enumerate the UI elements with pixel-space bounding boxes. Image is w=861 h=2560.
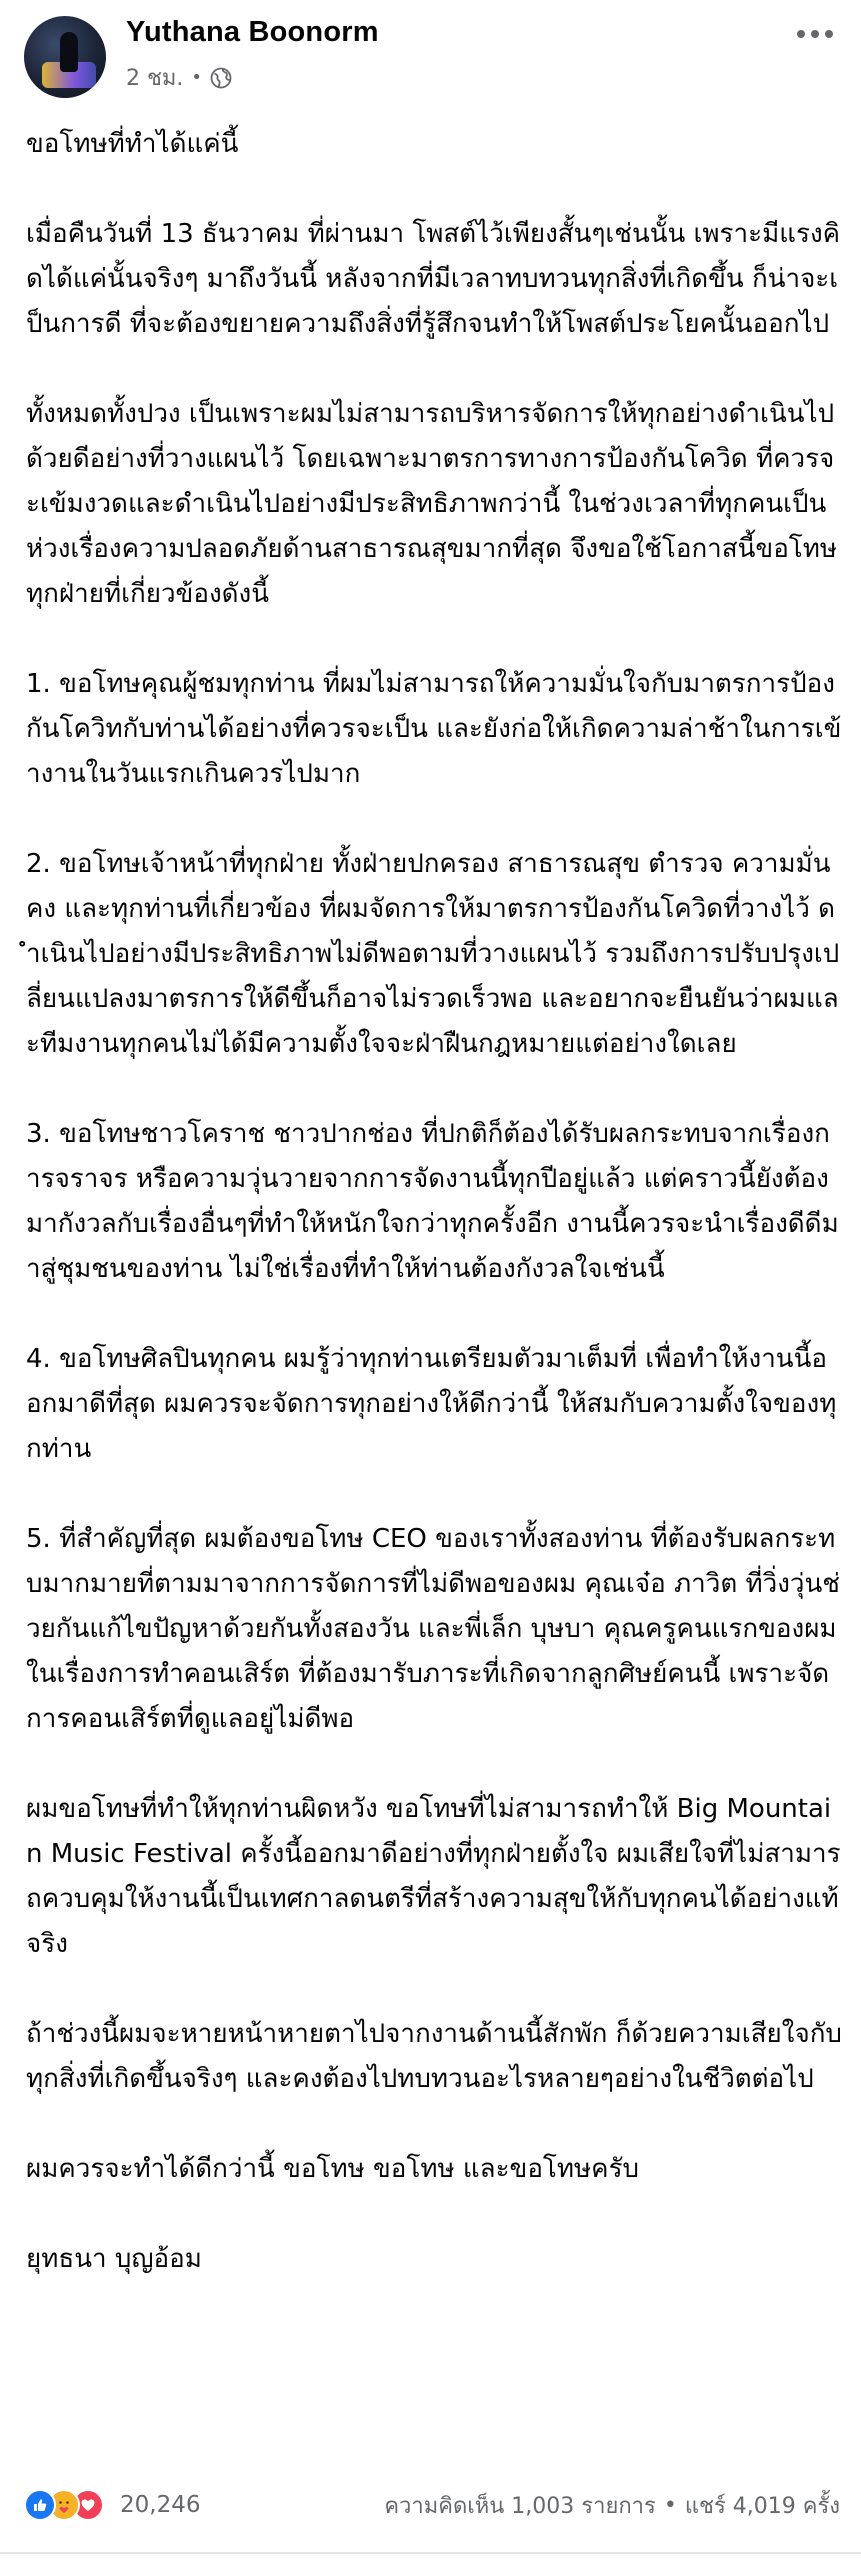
- like-icon: [24, 2489, 56, 2521]
- divider: [0, 2552, 861, 2554]
- meta-separator: •: [191, 67, 203, 88]
- post-time[interactable]: 2 ชม.: [126, 66, 184, 91]
- more-options-icon[interactable]: [789, 24, 833, 44]
- post-paragraph: ผมควรจะทำได้ดีกว่านี้ ขอโทษ ขอโทษ และขอโทษครับ: [26, 2154, 640, 2184]
- more-dot: [797, 30, 805, 38]
- post-paragraph: ถ้าช่วงนี้ผมจะหายหน้าหายตาไปจากงานด้านนี้สักพัก ก็ด้วยความเสียใจกับทุกสิ่งที่เกิดขึ้นจริงๆ และคงต้องไปทบทวนอะไรหลายๆอย่างในชีวิตต่อไป: [26, 2019, 842, 2094]
- post-paragraph: ผมขอโทษที่ทำให้ทุกท่านผิดหวัง ขอโทษที่ไม่สามารถทำให้ Big Mountain Music Festival ครั้งนี้ออกมาดีอย่างที่ทุกฝ่ายตั้งใจ ผมเสียใจที่ไม่สามารถควบคุมให้งานนี้เป็นเทศกาลดนตรีที่สร้างความสุขให้กับทุกคนได้อย่างแท้จริง: [26, 1794, 841, 1959]
- post-header: [24, 16, 837, 100]
- post-paragraph: 4. ขอโทษศิลปินทุกคน ผมรู้ว่าทุกท่านเตรียมตัวมาเต็มที่ เพื่อทำให้งานนี้ออกมาดีที่สุด ผมควรจะจัดการทุกอย่างให้ดีกว่านี้ ให้สมกับความตั้งใจของทุกท่าน: [26, 1344, 837, 1464]
- share-count[interactable]: แชร์ 4,019 ครั้ง: [684, 2493, 840, 2519]
- reaction-count: 20,246: [120, 2492, 201, 2518]
- post-footer: [24, 2478, 840, 2532]
- reactions-summary[interactable]: [24, 2489, 200, 2521]
- post-paragraph: ขอโทษที่ทำได้แค่นี้: [26, 129, 239, 159]
- post-meta: [126, 60, 232, 95]
- post-paragraph: 2. ขอโทษเจ้าหน้าที่ทุกฝ่าย ทั้งฝ่ายปกครอง สาธารณสุข ตำรวจ ความมั่นคง และทุกท่านที่เกี่ยวข้อง ที่ผมจัดการให้มาตรการป้องกันโควิดที่วางไว้ ดำเนินไปอย่างมีประสิทธิภาพไม่ดีพอตามที่วางแผนไว้ รวมถึงการปรับปรุงเปลี่ยนแปลงมาตรการให้ดีขึ้นก็อาจไม่รวดเร็วพอ และอยากจะยืนยันว่าผมและทีมงานทุกคนไม่ได้มีความตั้งใจจะฝ่าฝืนกฎหมายแต่อย่างใดเลย: [26, 849, 840, 1059]
- comment-count[interactable]: ความคิดเห็น 1,003 รายการ: [384, 2493, 656, 2519]
- avatar-figure: [60, 32, 78, 72]
- author-name[interactable]: Yuthana Boonorm: [126, 16, 379, 48]
- post-paragraph: 5. ที่สำคัญที่สุด ผมต้องขอโทษ CEO ของเราทั้งสองท่าน ที่ต้องรับผลกระทบมากมายที่ตามมาจากการจัดการที่ไม่ดีพอของผม คุณเจ๋อ ภาวิต ที่วิ่งวุ่นช่วยกันแก้ไขปัญหาด้วยกันทั้งสองวัน และพี่เล็ก บุษบา คุณครูคนแรกของผมในเรื่องการทำคอนเสิร์ต ที่ต้องมารับภาระที่เกิดจากลูกศิษย์คนนี้ เพราะจัดการคอนเสิร์ตที่ดูแลอยู่ไม่ดีพอ: [26, 1524, 840, 1734]
- post-stats: [384, 2488, 840, 2523]
- post-body: [26, 122, 842, 2327]
- post-signature: ยุทธนา บุญอ้อม: [26, 2244, 202, 2274]
- more-dot: [825, 30, 833, 38]
- more-dot: [811, 30, 819, 38]
- stats-separator: •: [663, 2492, 677, 2518]
- globe-icon[interactable]: [210, 67, 232, 89]
- reaction-icons: [24, 2489, 96, 2521]
- post-paragraph: 3. ขอโทษชาวโคราช ชาวปากช่อง ที่ปกติก็ต้องได้รับผลกระทบจากเรื่องการจราจร หรือความวุ่นวายจากการจัดงานนี้ทุกปีอยู่แล้ว แต่คราวนี้ยังต้องมากังวลกับเรื่องอื่นๆที่ทำให้หนักใจกว่าทุกครั้งอีก งานนี้ควรจะนำเรื่องดีดีมาสู่ชุมชนของท่าน ไม่ใช่เรื่องที่ทำให้ท่านต้องกังวลใจเช่นนี้: [26, 1119, 839, 1284]
- post-paragraph: 1. ขอโทษคุณผู้ชมทุกท่าน ที่ผมไม่สามารถให้ความมั่นใจกับมาตรการป้องกันโควิทกับท่านได้อย่างที่ควรจะเป็น และยังก่อให้เกิดความล่าช้าในการเข้างานในวันแรกเกินควรไปมาก: [26, 669, 842, 789]
- post-paragraph: ทั้งหมดทั้งปวง เป็นเพราะผมไม่สามารถบริหารจัดการให้ทุกอย่างดำเนินไปด้วยดีอย่างที่วางแผนไว้ โดยเฉพาะมาตรการทางการป้องกันโควิด ที่ควรจะเข้มงวดและดำเนินไปอย่างมีประสิทธิภาพกว่านี้ ในช่วงเวลาที่ทุกคนเป็นห่วงเรื่องความปลอดภัยด้านสาธารณสุขมากที่สุด จึงขอใช้โอกาสนี้ขอโทษทุกฝ่ายที่เกี่ยวข้องดังนี้: [26, 399, 838, 609]
- post-paragraph: เมื่อคืนวันที่ 13 ธันวาคม ที่ผ่านมา โพสต์ไว้เพียงสั้นๆเช่นนั้น เพราะมีแรงคิดได้แค่นั้นจริงๆ มาถึงวันนี้ หลังจากที่มีเวลาทบทวนทุกสิ่งที่เกิดขึ้น ก็น่าจะเป็นการดี ที่จะต้องขยายความถึงสิ่งที่รู้สึกจนทำให้โพสต์ประโยคนั้นออกไป: [26, 219, 841, 339]
- avatar[interactable]: [24, 16, 106, 98]
